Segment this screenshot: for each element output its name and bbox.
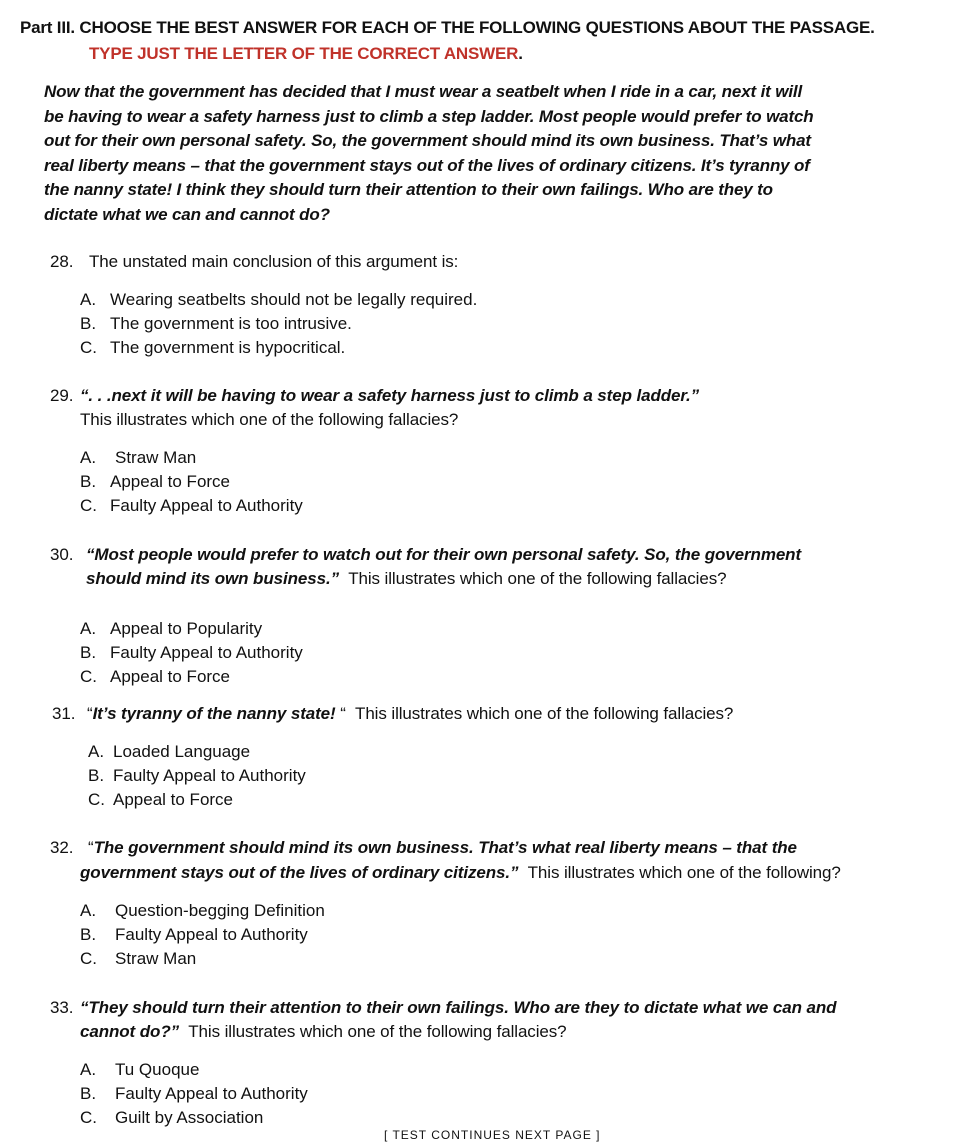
- question-number: 33.: [50, 998, 74, 1017]
- passage-line: be having to wear a safety harness just to climb a step ladder. Most people would prefer to watch: [44, 106, 814, 126]
- option-31-a: [88, 740, 250, 764]
- option-29-b: [80, 470, 230, 494]
- question-prompt: This illustrates which one of the following fallacies?: [348, 569, 727, 588]
- question-prompt: This illustrates which one of the following fallacies?: [355, 704, 734, 723]
- page-footer: [ TEST CONTINUES NEXT PAGE ]: [384, 1128, 601, 1142]
- question-33: [50, 996, 836, 1021]
- option-letter: C.: [88, 790, 105, 809]
- option-letter: A.: [80, 619, 97, 638]
- option-letter: A.: [80, 1060, 97, 1079]
- option-30-b: [80, 641, 303, 665]
- option-text: Loaded Language: [113, 742, 251, 761]
- question-number: 32.: [50, 838, 74, 857]
- option-text: Guilt by Association: [115, 1108, 264, 1127]
- option-33-a: [80, 1058, 199, 1082]
- option-letter: A.: [80, 448, 97, 467]
- instruction-text: TYPE JUST THE LETTER OF THE CORRECT ANSWER: [89, 44, 519, 63]
- option-30-a: [80, 617, 262, 641]
- question-33-line2: [80, 1020, 567, 1045]
- option-letter: C.: [80, 496, 97, 515]
- argument-passage: [44, 80, 894, 227]
- passage-line: real liberty means – that the government stays out of the lives of ordinary citizens. It’s tyranny of: [44, 155, 810, 175]
- question-quote-line2: cannot do?”: [80, 1022, 179, 1041]
- passage-line: out for their own personal safety. So, the government should mind its own business. That’s what: [44, 131, 811, 150]
- close-quote: “: [335, 704, 346, 723]
- option-30-c: [80, 665, 230, 689]
- option-text: Straw Man: [115, 448, 197, 467]
- open-quote: “: [88, 838, 94, 857]
- question-30: [50, 543, 801, 568]
- question-quote: It’s tyranny of the nanny state!: [92, 704, 336, 723]
- question-32-line2: [80, 861, 841, 886]
- passage-line: Now that the government has decided that I must wear a seatbelt when I ride in a car, next it will: [44, 82, 803, 101]
- question-number: 30.: [50, 545, 74, 564]
- option-text: Tu Quoque: [115, 1060, 200, 1079]
- option-letter: C.: [80, 667, 97, 686]
- option-letter: B.: [80, 314, 97, 333]
- question-30-line2: [86, 567, 726, 592]
- question-quote-line1: “They should turn their attention to their own failings. Who are they to dictate what we can and: [80, 998, 837, 1017]
- option-28-a: [80, 288, 477, 312]
- option-text: Question-begging Definition: [115, 901, 325, 920]
- question-quote-line2: should mind its own business.”: [86, 569, 339, 588]
- question-28: [50, 250, 458, 275]
- option-text: Appeal to Popularity: [110, 619, 263, 638]
- option-letter: A.: [80, 901, 97, 920]
- option-text: The government is too intrusive.: [110, 314, 352, 333]
- option-29-a: [80, 446, 196, 470]
- question-29: [50, 384, 699, 409]
- question-29-prompt: This illustrates which one of the following fallacies?: [80, 410, 459, 429]
- question-quote: “. . .next it will be having to wear a safety harness just to climb a step ladder.”: [80, 386, 699, 405]
- option-text: Faulty Appeal to Authority: [115, 925, 308, 944]
- option-letter: C.: [80, 338, 97, 357]
- option-29-c: [80, 494, 303, 518]
- part-heading: Part III. CHOOSE THE BEST ANSWER FOR EACH OF THE FOLLOWING QUESTIONS ABOUT THE PASSAGE.: [20, 18, 875, 37]
- option-text: The government is hypocritical.: [110, 338, 346, 357]
- option-letter: A.: [88, 742, 105, 761]
- passage-line: dictate what we can and cannot do?: [44, 204, 330, 224]
- part-instruction: [89, 44, 523, 64]
- question-prompt: This illustrates which one of the following fallacies?: [188, 1022, 567, 1041]
- question-text: The unstated main conclusion of this argument is:: [89, 252, 459, 271]
- option-letter: C.: [80, 1108, 97, 1127]
- option-letter: C.: [80, 949, 97, 968]
- option-letter: B.: [80, 1084, 97, 1103]
- option-letter: B.: [88, 766, 105, 785]
- option-28-c: [80, 336, 345, 360]
- option-31-c: [88, 788, 233, 812]
- option-text: Appeal to Force: [113, 790, 234, 809]
- question-32: [50, 836, 797, 861]
- option-text: Appeal to Force: [110, 667, 231, 686]
- option-31-b: [88, 764, 306, 788]
- option-33-c: [80, 1106, 263, 1130]
- option-33-b: [80, 1082, 308, 1106]
- question-number: 31.: [52, 704, 76, 723]
- option-32-c: [80, 947, 196, 971]
- passage-line: the nanny state! I think they should turn their attention to their own failings. Who are they to: [44, 180, 773, 199]
- question-quote-line1: The government should mind its own business. That’s what real liberty means – that the: [93, 838, 797, 857]
- question-prompt: This illustrates which one of the following?: [527, 863, 841, 882]
- option-text: Wearing seatbelts should not be legally required.: [110, 290, 478, 309]
- option-letter: A.: [80, 290, 97, 309]
- option-text: Faulty Appeal to Authority: [115, 1084, 308, 1103]
- option-28-b: [80, 312, 352, 336]
- question-number: 29.: [50, 386, 74, 405]
- option-32-a: [80, 899, 325, 923]
- question-quote-line1: “Most people would prefer to watch out for their own personal safety. So, the government: [86, 545, 802, 564]
- question-31: [52, 702, 733, 727]
- option-letter: B.: [80, 925, 97, 944]
- option-text: Straw Man: [115, 949, 197, 968]
- option-text: Faulty Appeal to Authority: [110, 496, 303, 515]
- instruction-period: .: [518, 44, 523, 63]
- option-32-b: [80, 923, 308, 947]
- option-text: Faulty Appeal to Authority: [110, 643, 303, 662]
- open-quote: “: [87, 704, 93, 723]
- option-text: Appeal to Force: [110, 472, 231, 491]
- option-text: Faulty Appeal to Authority: [113, 766, 306, 785]
- option-letter: B.: [80, 472, 97, 491]
- option-letter: B.: [80, 643, 97, 662]
- question-quote-line2: government stays out of the lives of ordinary citizens.”: [80, 863, 519, 882]
- question-number: 28.: [50, 252, 74, 271]
